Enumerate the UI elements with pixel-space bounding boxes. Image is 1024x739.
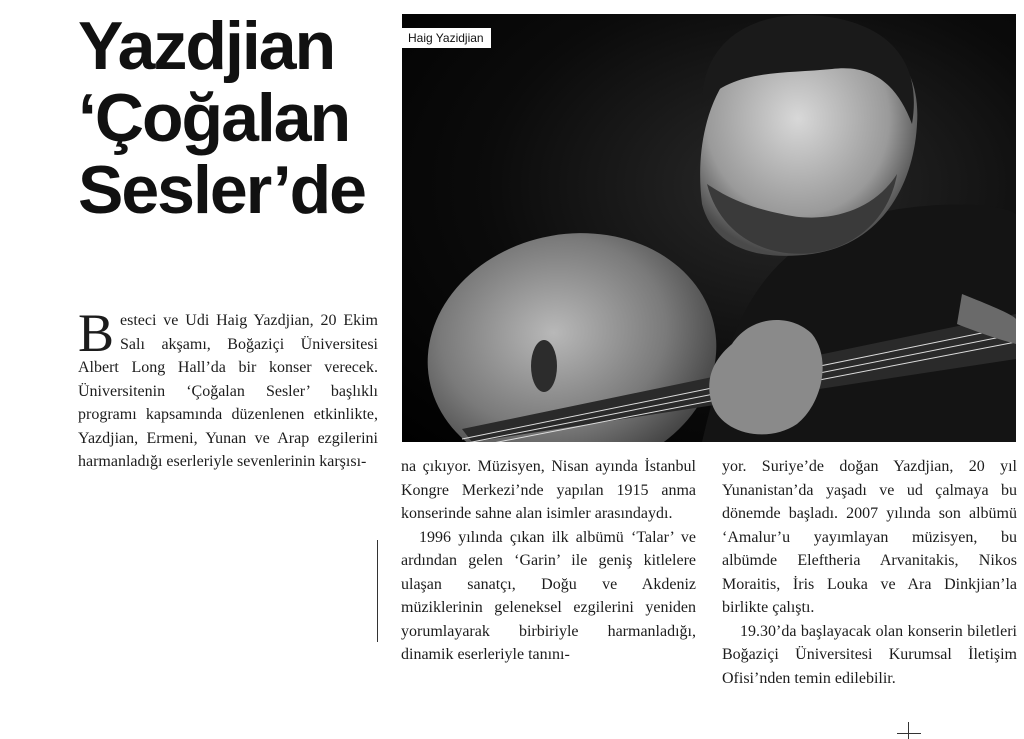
crop-mark: [897, 733, 921, 734]
oud-player-illustration: [402, 14, 1016, 442]
article-paragraph: na çıkıyor. Müzisyen, Nisan ayında İstanbul Kongre Merkezi’nde yapılan 1915 anma konserinde sahne alan isimler arasındaydı.: [401, 458, 696, 522]
headline: [78, 10, 393, 226]
article-paragraph: 19.30’da başlayacak olan konserin biletleri Boğaziçi Üniversitesi Kurumsal İletişim Ofisi’nden temin edilebilir.: [722, 622, 1017, 687]
musician-photo: [402, 14, 1016, 442]
article-paragraph: [78, 303, 378, 474]
headline-line-3: Sesler’de: [78, 152, 365, 228]
crop-mark: [908, 722, 909, 739]
headline-line-2: ‘Çoğalan: [78, 80, 350, 156]
article-column-3: [722, 455, 1017, 690]
photo-caption: Haig Yazidjian: [402, 28, 491, 48]
column-divider: [377, 540, 378, 642]
article-text: esteci ve Udi Haig Yazdjian, 20 Ekim Salı akşamı, Boğaziçi Üniversitesi Albert Long Hall’da bir konser verecek. Üniversitenin ‘Çoğalan Sesler’ başlıklı programı kapsamında düzenlenen etkinlikte, Yazdjian, Ermeni, Yunan ve Arap ezgilerini harmanladığı eserleriyle sevenlerinin karşısı-: [78, 312, 378, 470]
article-paragraph: 1996 yılında çıkan ilk albümü ‘Talar’ ve ardından gelen ‘Garin’ ile geniş kitlelere ulaşan sanatçı, Doğu ve Akdeniz müziklerinin geleneksel ezgilerini yeniden yorumlayarak birbiriyle harmanladığı, dinamik eserleriyle tanını-: [401, 528, 696, 663]
headline-line-1: Yazdjian: [78, 8, 335, 84]
article-column-1: [78, 303, 378, 474]
article-paragraph: yor. Suriye’de doğan Yazdjian, 20 yıl Yunanistan’da yaşadı ve ud çalmaya bu dönemde başladı. 2007 yılında son albümü ‘Amalur’u yayımlayan müzisyen, bu albümde Eleftheria Arvanitakis, Nikos Moraitis, İris Louka ve Ara Dinkjian’la birlikte çalıştı.: [722, 458, 1017, 616]
article-column-2: [401, 455, 696, 667]
drop-cap: B: [78, 303, 115, 363]
